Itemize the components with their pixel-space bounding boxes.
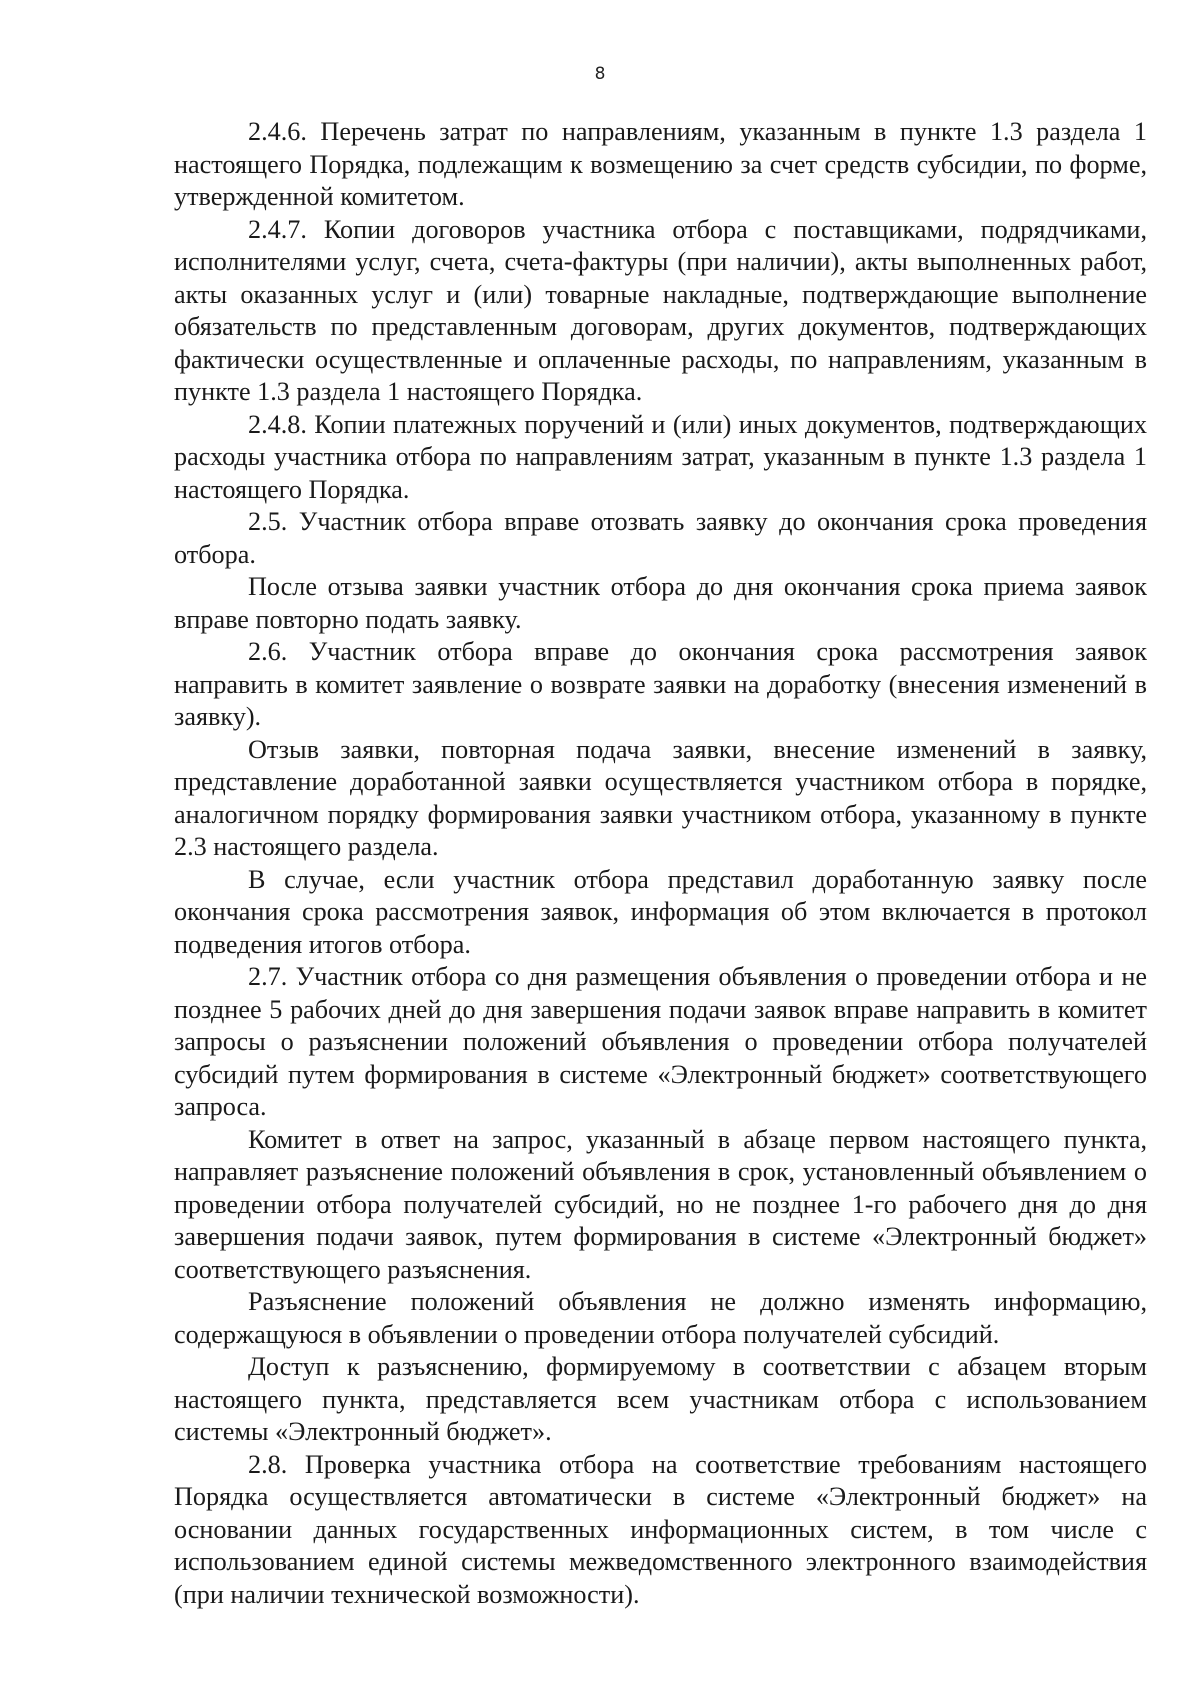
paragraph-2-7-access: Доступ к разъяснению, формируемому в соответствии с абзацем вторым настоящего пункта, представляется всем участникам отбора с использованием системы «Электронный бюджет». [174,1352,1147,1446]
paragraph-2-4-7: 2.4.7. Копии договоров участника отбора с поставщиками, подрядчиками, исполнителями услуг, счета, счета-фактуры (при наличии), акты выполненных работ, акты оказанных услуг и (или) товарные накладные, подтверждающие выполнение обязательств по представленным договорам, других документов, подтверждающих фактически осуществленные и оплаченные расходы, по направлениям, указанным в пункте 1.3 раздела 1 настоящего Порядка. [174,214,1147,406]
paragraph-2-7-committee-response: Комитет в ответ на запрос, указанный в абзаце первом настоящего пункта, направляет разъяснение положений объявления в срок, установленный объявлением о проведении отбора получателей субсидий, но не позднее 1-го рабочего дня до дня завершения подачи заявок, путем формирования в системе «Электронный бюджет» соответствующего разъяснения. [174,1124,1147,1284]
paragraph-2-4-6: 2.4.6. Перечень затрат по направлениям, указанным в пункте 1.3 раздела 1 настоящего Порядка, подлежащим к возмещению за счет средств субсидии, по форме, утвержденной комитетом. [174,117,1147,211]
document-body [174,116,1147,1611]
paragraph-2-6: 2.6. Участник отбора вправе до окончания срока рассмотрения заявок направить в комитет заявление о возврате заявки на доработку (внесения изменений в заявку). [174,637,1147,731]
paragraph-2-5-after-withdrawal: После отзыва заявки участник отбора до дня окончания срока приема заявок вправе повторно подать заявку. [174,572,1147,634]
paragraph-2-6-procedure: Отзыв заявки, повторная подача заявки, внесение изменений в заявку, представление доработанной заявки осуществляется участником отбора в порядке, аналогичном порядку формирования заявки участником отбора, указанному в пункте 2.3 настоящего раздела. [174,734,1147,861]
paragraph-2-5: 2.5. Участник отбора вправе отозвать заявку до окончания срока проведения отбора. [174,507,1147,569]
paragraph-2-6-late-submission: В случае, если участник отбора представил доработанную заявку после окончания срока рассмотрения заявок, информация об этом включается в протокол подведения итогов отбора. [174,864,1147,959]
paragraph-2-8: 2.8. Проверка участника отбора на соответствие требованиям настоящего Порядка осуществляется автоматически в системе «Электронный бюджет» на основании данных государственных информационных систем, в том числе с использованием единой системы межведомственного электронного взаимодействия (при наличии технической возможности). [174,1449,1147,1609]
paragraph-2-7-clarification-limits: Разъяснение положений объявления не должно изменять информацию, содержащуюся в объявлении о проведении отбора получателей субсидий. [174,1287,1147,1349]
page-number: 8 [594,64,606,84]
paragraph-2-4-8: 2.4.8. Копии платежных поручений и (или) иных документов, подтверждающих расходы участника отбора по направлениям затрат, указанным в пункте 1.3 раздела 1 настоящего Порядка. [174,409,1147,504]
paragraph-2-7: 2.7. Участник отбора со дня размещения объявления о проведении отбора и не позднее 5 рабочих дней до дня завершения подачи заявок вправе направить в комитет запросы о разъяснении положений объявления о проведении отбора получателей субсидий путем формирования в системе «Электронный бюджет» соответствующего запроса. [174,962,1147,1121]
